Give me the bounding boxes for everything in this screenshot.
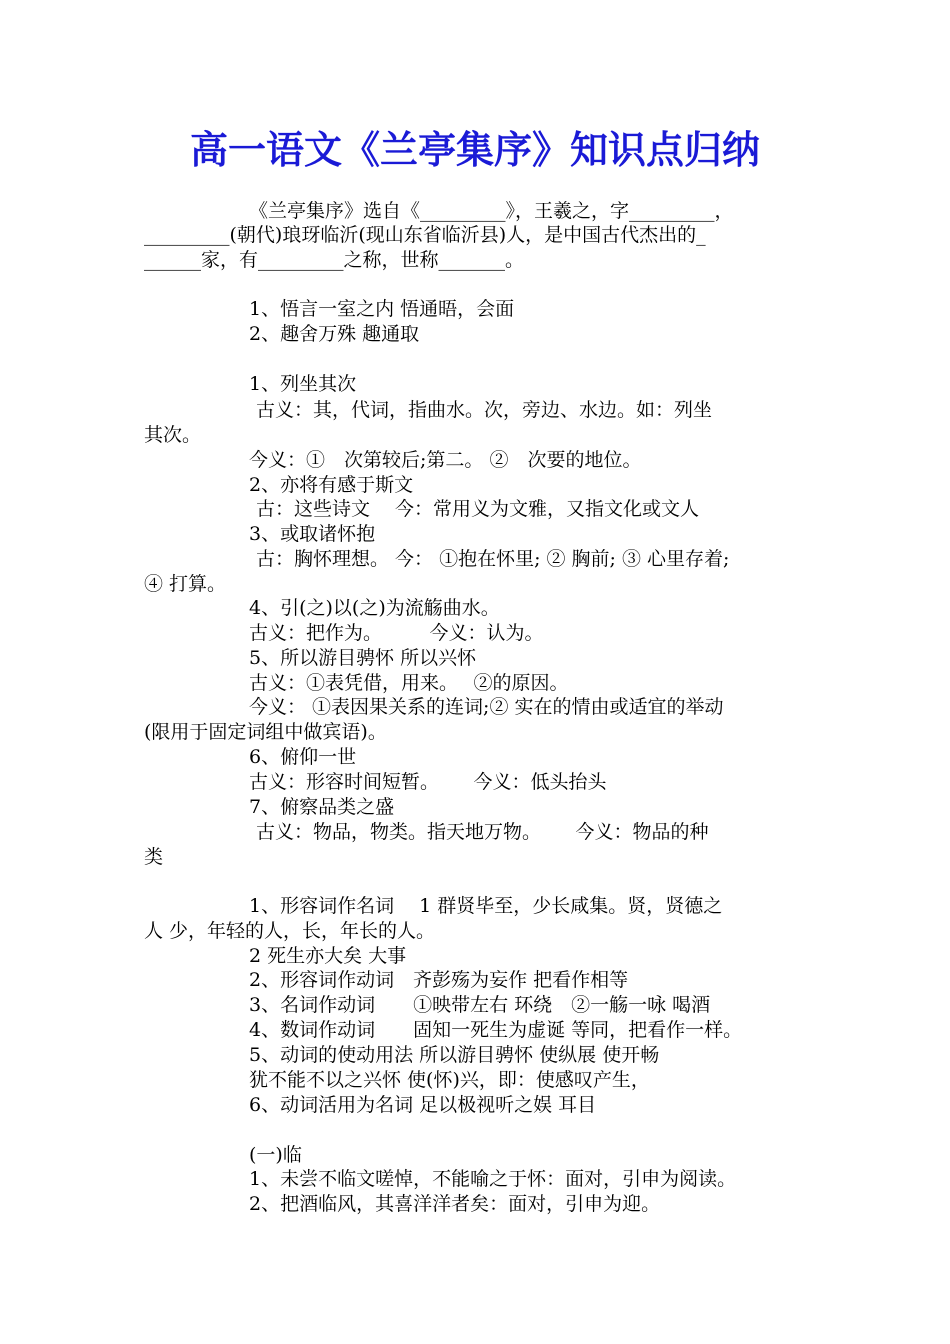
- gujin-item: 3、或取诸怀抱: [249, 523, 376, 545]
- huoyong-item: 犹不能不以之兴怀 使(怀)兴，即：使感叹产生，: [249, 1069, 650, 1091]
- gujin-item: 4、引(之)以(之)为流觞曲水。: [249, 597, 500, 619]
- gujin-item: 5、所以游目骋怀 所以兴怀: [249, 647, 477, 669]
- gujin-item: 今义：① 次第较后;第二。 ② 次要的地位。: [249, 449, 642, 471]
- huoyong-item: 2 死生亦大矣 大事: [249, 945, 407, 967]
- gujin-item: 古义：形容时间短暂。 今义：低头抬头: [249, 771, 607, 793]
- gujin-item: 7、俯察品类之盛: [249, 796, 395, 818]
- duoyi-item: 1、未尝不临文嗟悼，不能喻之于怀：面对，引申为阅读。: [249, 1168, 737, 1190]
- huoyong-item: 4、数词作动词 固知一死生为虚诞 等同，把看作一样。: [249, 1019, 743, 1041]
- huoyong-item: 3、名词作动词 ①映带左右 环绕 ②一觞一咏 喝酒: [249, 994, 711, 1016]
- duoyi-item: 2、把酒临风，其喜洋洋者矣：面对，引申为迎。: [249, 1193, 661, 1215]
- gujin-item: 2、亦将有感于斯文: [249, 474, 414, 496]
- tongjia-item: 2、趣舍万殊 趣通取: [249, 323, 420, 345]
- gujin-item: 6、俯仰一世: [249, 746, 357, 768]
- intro-line: _________(朝代)琅玡临沂(现山东省临沂县)人，是中国古代杰出的_: [144, 224, 706, 246]
- gujin-item: 其次。: [144, 424, 202, 446]
- gujin-item: ④ 打算。: [144, 573, 227, 595]
- gujin-item: 古义：①表凭借，用来。 ②的原因。: [249, 672, 569, 694]
- gujin-item: 古义：物品，物类。指天地万物。 今义：物品的种: [256, 821, 709, 843]
- gujin-item: 古：这些诗文 今：常用义为文雅，又指文化或文人: [256, 498, 700, 520]
- intro-line: 《兰亭集序》选自《_________》，王羲之，字_________，: [249, 200, 734, 222]
- tongjia-item: 1、悟言一室之内 悟通晤，会面: [249, 298, 515, 320]
- gujin-item: 今义： ①表因果关系的连词;② 实在的情由或适宜的举动: [249, 696, 724, 718]
- gujin-item: (限用于固定词组中做宾语)。: [144, 721, 387, 743]
- huoyong-item: 6、动词活用为名词 足以极视听之娱 耳目: [249, 1094, 597, 1116]
- gujin-item: 1、列坐其次: [249, 373, 357, 395]
- gujin-item: 类: [144, 846, 164, 868]
- huoyong-item: 2、形容词作动词 齐彭殇为妄作 把看作相等: [249, 969, 629, 991]
- gujin-item: 古：胸怀理想。 今： ①抱在怀里; ② 胸前; ③ 心里存着;: [256, 548, 730, 570]
- gujin-item: 古义：其，代词，指曲水。次，旁边、水边。如：列坐: [256, 399, 713, 421]
- duoyi-heading: (一)临: [249, 1144, 302, 1166]
- intro-line: ______家，有_________之称，世称_______。: [144, 249, 525, 271]
- huoyong-item: 人 少，年轻的人，长，年长的人。: [144, 920, 436, 942]
- huoyong-item: 5、动词的使动用法 所以游目骋怀 使纵展 使开畅: [249, 1044, 660, 1066]
- gujin-item: 古义：把作为。 今义：认为。: [249, 622, 544, 644]
- huoyong-item: 1、形容词作名词 1 群贤毕至，少长咸集。贤，贤德之: [249, 895, 723, 917]
- document-title: 高一语文《兰亭集序》知识点归纳: [189, 127, 760, 172]
